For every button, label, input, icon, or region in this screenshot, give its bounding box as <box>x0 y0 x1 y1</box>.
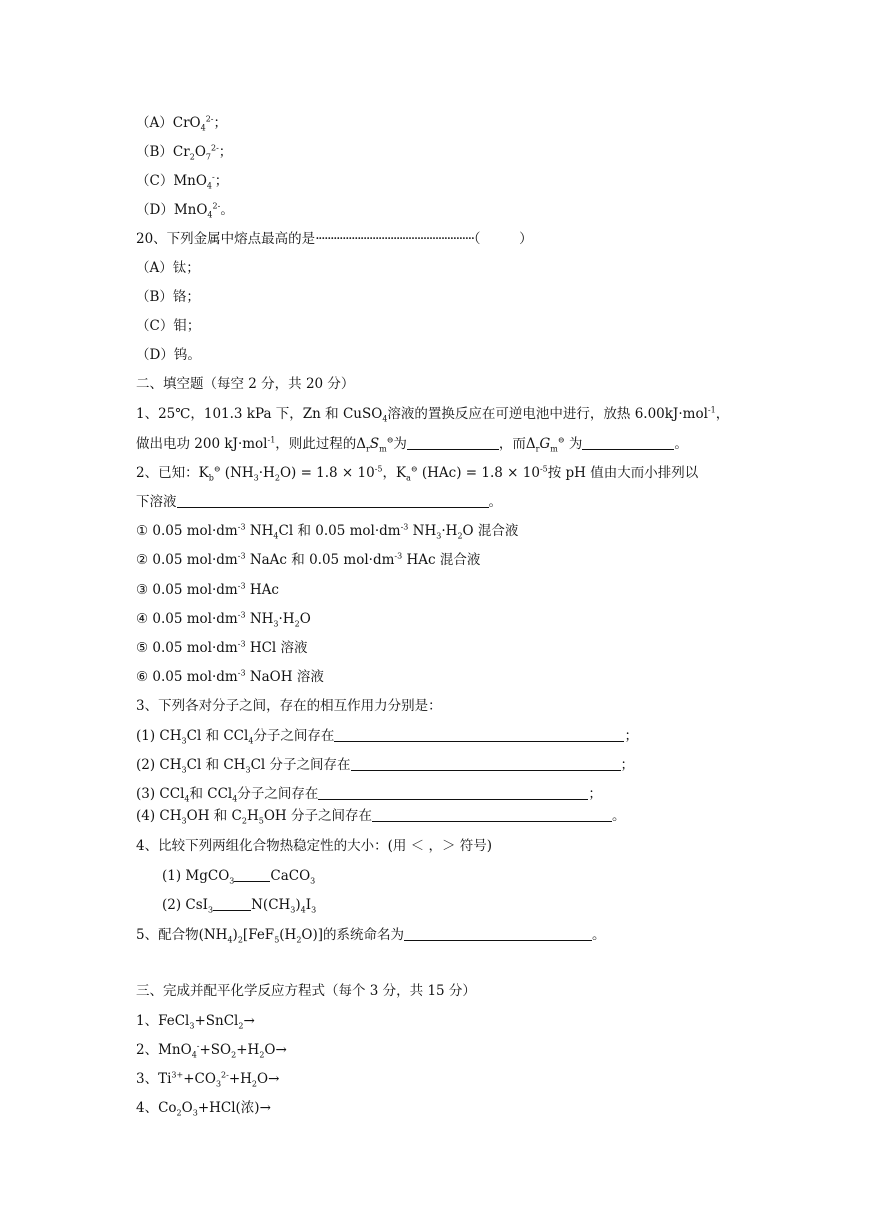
s2-q2-item-5: ⑤ 0.05 $mol\cdot dm^{-3}$ HCl 溶液 <box>136 639 308 656</box>
s2-q5-blank[interactable] <box>404 926 592 941</box>
s3-eq-4: 4、$Co_2O_3+HCl$(浓)→ <box>136 1100 271 1118</box>
s2-q2-line1: 2、已知：$K_b^⊖$ $(NH_3\cdot H_2O) = 1.8 \times 10^{-5}$，$K_a^⊖$ $(HAc) = 1.8 \times 10^{-5}$按 pH 值由大而小排列以 <box>136 464 699 483</box>
q20-leader-dots: ····················································· <box>315 231 474 247</box>
s2-q4-blank-1[interactable] <box>234 867 270 882</box>
arrow-icon: → <box>243 1013 255 1029</box>
s2-q1-blank-1[interactable] <box>407 435 499 450</box>
s2-q3-item-3: (3) CCl$_4$和 CCl$_4$分子之间存在 ； <box>136 786 602 804</box>
s2-q3-item-1: (1) $CH_3Cl$ 和 CCl$_4$分子之间存在 ； <box>136 728 638 746</box>
arrow-icon: → <box>259 1100 271 1116</box>
q20-stem: 20、下列金属中熔点最高的是·····················································（ ） <box>136 231 533 247</box>
s3-eq-1: 1、FeCl$_3$+SnCl$_2$→ <box>136 1013 255 1031</box>
s2-q2-item-3: ③ 0.05 $mol\cdot dm^{-3}$ HAc <box>136 581 279 598</box>
q20-answer-paren: （ ） <box>473 231 533 247</box>
q20-option-c: （C）钼； <box>136 318 201 334</box>
s2-q3-blank-2[interactable] <box>351 756 621 771</box>
section2-title: 二、填空题（每空 2 分，共 20 分） <box>136 376 355 392</box>
q19-option-d: （D）MnO$_4^{2-}$。 <box>136 201 234 220</box>
q19-option-c: （C）MnO$_4$-； <box>136 172 229 191</box>
arrow-icon: → <box>275 1042 287 1058</box>
s2-q3-blank-4[interactable] <box>372 807 612 822</box>
s3-eq-2: 2、$MnO_4^-+SO_2+H_2O\to$ <box>136 1041 287 1060</box>
s2-q2-item-1: ① 0.05 $mol\cdot dm^{-3}$ $NH_4Cl$ 和 0.05 $mol\cdot dm^{-3}$ $NH_3\cdot H_2O$ 混合液 <box>136 522 519 541</box>
s2-q1-blank-2[interactable] <box>582 435 674 450</box>
q19-option-a: （A）CrO$_4^{2-}$； <box>136 114 227 133</box>
s2-q4-item-1: (1) MgCO$_3$ CaCO$_3$ <box>162 868 316 886</box>
s2-q4-stem: 4、比较下列两组化合物热稳定性的大小：(用 ＜ ，＞ 符号) <box>136 838 492 854</box>
s2-q2-line2: 下溶液 。 <box>136 494 502 510</box>
arrow-icon: → <box>268 1071 280 1087</box>
s2-q4-item-2: (2) CsI$_3$ $N(CH_3)_4I_3$ <box>162 897 317 915</box>
s2-q2-item-4: ④ 0.05 $mol\cdot dm^{-3}$ $NH_3\cdot H_2O$ <box>136 610 311 629</box>
q19-option-b: $(B)Cr_2O_7^{2-}$； <box>136 143 233 162</box>
s2-q3-blank-3[interactable] <box>318 785 588 800</box>
s2-q2-item-2: ② 0.05 $mol\cdot dm^{-3}$ NaAc 和 0.05 $mol\cdot dm^{-3}$ HAc 混合液 <box>136 551 481 568</box>
q20-option-b: （B）铬； <box>136 289 200 305</box>
section3-title: 三、完成并配平化学反应方程式（每个 3 分，共 15 分） <box>136 983 476 999</box>
s2-q3-item-4: (4) $CH_3OH$ 和 $C_2H_5OH$ 分子之间存在 。 <box>136 808 626 826</box>
s2-q2-item-6: ⑥ 0.05 $mol\cdot dm^{-3}$ NaOH 溶液 <box>136 668 324 685</box>
s2-q1-line1: 1、25℃，101.3 kPa 下，Zn 和 CuSO$_4$溶液的置换反应在可逆电池中进行，放热 6.00kJ·mol$^{-1}$， <box>136 405 730 424</box>
s2-q1-line2: 做出电功 200 kJ·mol$^{-1}$，则此过程的$\Delta_rS_m^⊖$为 ，而$\Delta_rG_m^⊖$ 为 。 <box>136 435 688 454</box>
s2-q3-stem: 3、下列各对分子之间，存在的相互作用力分别是： <box>136 698 442 714</box>
s2-q3-item-2: (2) $CH_3Cl$ 和 $CH_3Cl$ 分子之间存在 ； <box>136 757 635 775</box>
s2-q5: 5、配合物$(NH_4)_2[FeF_5(H_2O)]$的系统命名为 。 <box>136 927 606 945</box>
q20-option-d: （D）钨。 <box>136 347 201 363</box>
s2-q2-blank[interactable] <box>177 493 489 508</box>
s3-eq-3: 3、$Ti^{3+}+CO_3^{2-}+H_2O\to$ <box>136 1070 280 1089</box>
s2-q3-blank-1[interactable] <box>334 727 624 742</box>
s2-q4-blank-2[interactable] <box>213 896 251 911</box>
q20-option-a: （A）钛； <box>136 260 200 276</box>
